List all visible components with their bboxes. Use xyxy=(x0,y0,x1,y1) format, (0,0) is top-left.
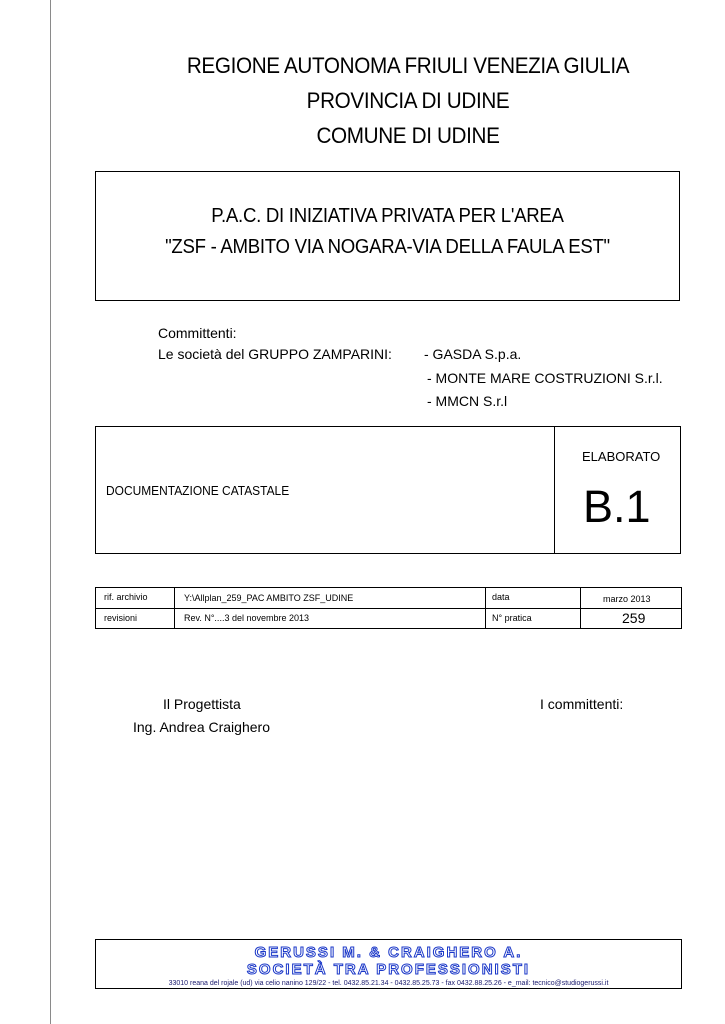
divider xyxy=(174,588,175,628)
data-value: marzo 2013 xyxy=(603,594,651,604)
divider xyxy=(96,608,681,609)
divider xyxy=(580,588,581,628)
pratica-label: N° pratica xyxy=(492,613,532,623)
committente-company: - GASDA S.p.a. xyxy=(424,346,522,362)
project-title-line1: P.A.C. DI INIZIATIVA PRIVATA PER L'AREA xyxy=(211,205,564,227)
header-comune: COMUNE DI UDINE xyxy=(316,123,500,148)
rif-archivio-value: Y:\Allplan_259_PAC AMBITO ZSF_UDINE xyxy=(184,593,354,603)
data-label: data xyxy=(492,592,510,602)
footer-stamp xyxy=(95,939,682,989)
document-title: DOCUMENTAZIONE CATASTALE xyxy=(106,483,290,498)
divider xyxy=(554,427,555,553)
revisioni-label: revisioni xyxy=(104,613,138,623)
margin-line xyxy=(50,0,51,1024)
header xyxy=(96,48,720,153)
pratica-value: 259 xyxy=(622,610,646,626)
header-region: REGIONE AUTONOMA FRIULI VENEZIA GIULIA xyxy=(186,53,630,78)
document-box xyxy=(95,426,681,554)
footer-firm-type: SOCIETÀ TRA PROFESSIONISTI xyxy=(246,961,531,978)
header-province: PROVINCIA DI UDINE xyxy=(306,88,510,113)
project-title-line2: "ZSF - AMBITO VIA NOGARA-VIA DELLA FAULA EST" xyxy=(165,236,610,258)
committente-company: - MONTE MARE COSTRUZIONI S.r.l. xyxy=(427,370,663,386)
rif-archivio-label: rif. archivio xyxy=(104,592,148,602)
elaborato-code: B.1 xyxy=(583,481,651,532)
progettista-label: Il Progettista xyxy=(163,696,241,712)
progettista-name: Ing. Andrea Craighero xyxy=(133,719,270,735)
archive-table xyxy=(95,587,682,629)
elaborato-label: ELABORATO xyxy=(582,449,661,464)
project-title-box xyxy=(95,171,680,301)
footer-firm-name: GERUSSI M. & CRAIGHERO A. xyxy=(254,944,523,961)
committente-company: - MMCN S.r.l xyxy=(427,393,508,409)
committenti-signature-label: I committenti: xyxy=(540,696,624,712)
divider xyxy=(485,588,486,628)
committenti-group: Le società del GRUPPO ZAMPARINI: xyxy=(158,346,392,362)
committenti-label: Committenti: xyxy=(158,325,237,341)
revisioni-value: Rev. N°....3 del novembre 2013 xyxy=(184,613,309,623)
footer-address: 33010 reana del rojale (ud) via celio nanino 129/22 - tel. 0432.85.21.34 - 0432.85.25.73 - fax 0432.88.25.26 - e_mail: tecnico@studiogerussi.it xyxy=(168,980,609,987)
